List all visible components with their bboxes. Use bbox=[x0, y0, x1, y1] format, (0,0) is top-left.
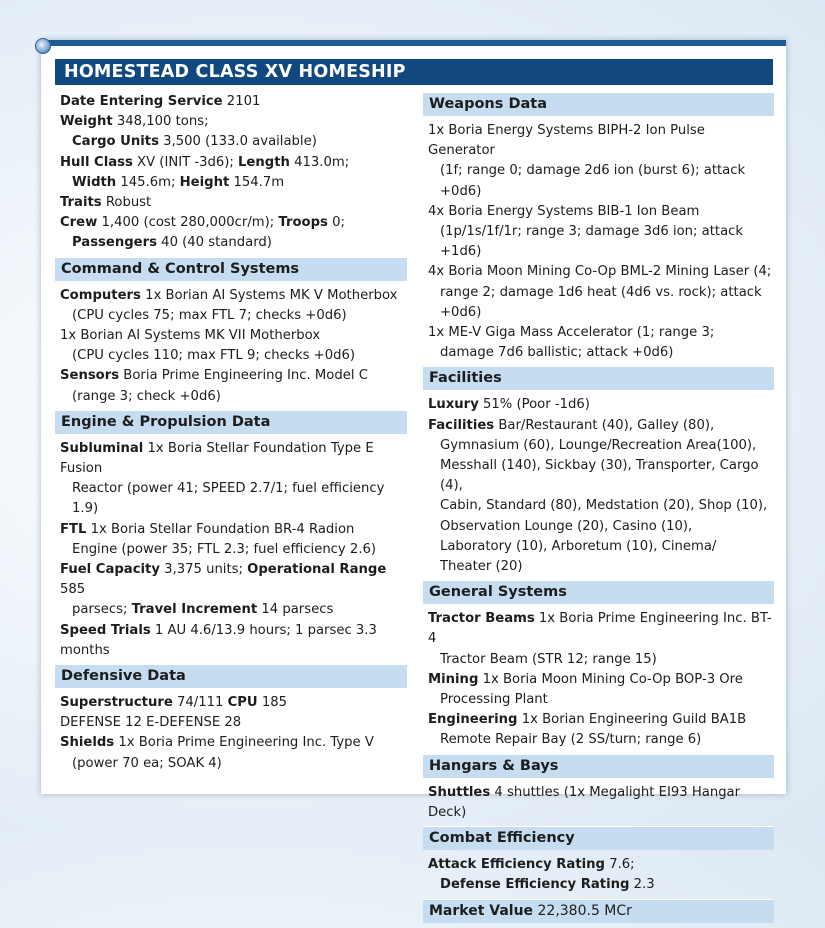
stat-line bbox=[423, 436, 774, 456]
stat-line bbox=[423, 343, 774, 363]
stat-value: 3,500 (133.0 available) bbox=[158, 134, 317, 150]
stat-value: parsecs; bbox=[72, 602, 132, 618]
engine-data bbox=[55, 439, 407, 661]
stat-value: 585 bbox=[60, 582, 86, 598]
section-header-defensive: Defensive Data bbox=[55, 664, 407, 688]
general-data bbox=[55, 92, 407, 254]
stat-value: 40 (40 standard) bbox=[156, 235, 272, 251]
stat-label: Computers bbox=[60, 287, 141, 303]
stat-value: Theater (20) bbox=[440, 559, 523, 575]
stat-value: 1x Boria Stellar Foundation BR-4 Radion bbox=[86, 521, 355, 537]
stat-value: 4x Boria Moon Mining Co-Op BML-2 Mining Laser (4; bbox=[428, 264, 772, 280]
weapons-data bbox=[423, 121, 774, 363]
stat-label: Shields bbox=[60, 735, 115, 751]
stat-value: 1x ME-V Giga Mass Accelerator (1; range 3; bbox=[428, 325, 715, 341]
general-systems-data bbox=[423, 609, 774, 750]
stat-label: Troops bbox=[278, 215, 328, 231]
stat-label: Speed Trials bbox=[60, 622, 151, 638]
stat-line bbox=[423, 537, 774, 557]
section-header-combat: Combat Efficiency bbox=[423, 826, 774, 850]
stat-value: 1x Borian AI Systems MK V Motherbox bbox=[140, 287, 398, 303]
stat-value: 2.3 bbox=[629, 877, 655, 893]
stat-value: 74/111 bbox=[172, 695, 228, 711]
stat-line bbox=[423, 650, 774, 670]
stat-line bbox=[55, 92, 407, 112]
stat-value: Messhall (140), Sickbay (30), Transporter, Cargo (4), bbox=[440, 458, 759, 494]
stat-label: Travel Increment bbox=[131, 602, 258, 618]
stat-label: Height bbox=[179, 174, 230, 190]
corner-rivet-icon bbox=[35, 38, 51, 54]
stat-label: Shuttles bbox=[428, 784, 491, 800]
stat-line bbox=[55, 621, 407, 661]
stat-line bbox=[423, 283, 774, 323]
stat-value: 1x Borian Engineering Guild BA1B bbox=[517, 712, 747, 728]
stat-value: 0; bbox=[327, 215, 345, 231]
stat-value: 1,400 (cost 280,000cr/m); bbox=[97, 215, 279, 231]
stat-value: 1x Boria Energy Systems BIPH-2 Ion Pulse Generator bbox=[428, 123, 705, 159]
stat-line bbox=[55, 346, 407, 366]
stat-line bbox=[55, 479, 407, 519]
stat-line bbox=[55, 112, 407, 132]
stat-line bbox=[55, 387, 407, 407]
stat-line bbox=[423, 262, 774, 282]
stat-value: Boria Prime Engineering Inc. Model C bbox=[119, 368, 368, 384]
stat-line bbox=[423, 670, 774, 690]
stat-label: FTL bbox=[60, 521, 87, 537]
stat-line bbox=[423, 161, 774, 201]
stat-line bbox=[423, 395, 774, 415]
stat-line bbox=[423, 416, 774, 436]
stat-value: Cabin, Standard (80), Medstation (20), Shop (10), bbox=[440, 498, 768, 514]
stat-value: XV (INIT -3d6); bbox=[132, 154, 239, 170]
stat-line bbox=[55, 286, 407, 306]
stat-line bbox=[55, 193, 407, 213]
stat-label: Passengers bbox=[72, 235, 157, 251]
stat-line bbox=[423, 783, 774, 823]
page-title: HOMESTEAD CLASS XV HOMESHIP bbox=[55, 59, 773, 85]
stat-value: Engine (power 35; FTL 2.3; fuel efficiency 2.6) bbox=[72, 541, 377, 557]
market-value bbox=[429, 903, 632, 919]
stat-label: Hull Class bbox=[60, 154, 133, 170]
stat-value: (1p/1s/1f/1r; range 3; damage 3d6 ion; attack +1d6) bbox=[440, 224, 744, 260]
section-header-facilities: Facilities bbox=[423, 366, 774, 390]
stat-value: 4x Boria Energy Systems BIB-1 Ion Beam bbox=[428, 203, 700, 219]
facilities-data bbox=[423, 395, 774, 577]
stat-label: Subluminal bbox=[60, 440, 144, 456]
stat-line bbox=[55, 233, 407, 253]
stat-label: Operational Range bbox=[247, 562, 387, 578]
stat-line bbox=[423, 517, 774, 537]
stat-label: Facilities bbox=[428, 417, 495, 433]
stat-value: 22,380.5 MCr bbox=[533, 902, 632, 919]
stat-value: 1x Boria Prime Engineering Inc. Type V bbox=[114, 735, 374, 751]
stat-label: Date Entering Service bbox=[60, 94, 223, 109]
stat-line bbox=[423, 557, 774, 577]
section-header-command: Command & Control Systems bbox=[55, 257, 407, 281]
stat-value: (CPU cycles 110; max FTL 9; checks +0d6) bbox=[72, 348, 356, 364]
stat-label: Market Value bbox=[429, 902, 534, 919]
stat-line bbox=[55, 439, 407, 479]
stat-line bbox=[55, 213, 407, 233]
stat-line bbox=[55, 306, 407, 326]
stat-value: Robust bbox=[101, 195, 152, 211]
stat-value: 185 bbox=[257, 695, 287, 711]
stat-line bbox=[423, 456, 774, 496]
stat-value: DEFENSE 12 E-DEFENSE 28 bbox=[60, 715, 242, 731]
stat-line bbox=[55, 153, 407, 173]
stat-line bbox=[55, 132, 407, 152]
stat-line bbox=[423, 323, 774, 343]
right-column bbox=[423, 92, 774, 928]
stat-value: 154.7m bbox=[229, 174, 285, 190]
stat-line bbox=[423, 202, 774, 222]
stat-line bbox=[423, 690, 774, 710]
stat-label: Width bbox=[72, 174, 117, 190]
stat-label: Fuel Capacity bbox=[60, 562, 160, 578]
section-header-weapons: Weapons Data bbox=[423, 92, 774, 116]
stat-line bbox=[423, 855, 774, 875]
stat-label: Crew bbox=[60, 215, 98, 231]
stat-label: Engineering bbox=[428, 712, 518, 728]
stat-label: Defense Efficiency Rating bbox=[440, 877, 630, 893]
stat-value: (CPU cycles 75; max FTL 7; checks +0d6) bbox=[72, 307, 347, 323]
stat-line bbox=[55, 560, 407, 600]
stat-label: Tractor Beams bbox=[428, 611, 535, 627]
section-header-general-systems: General Systems bbox=[423, 580, 774, 604]
stat-value: damage 7d6 ballistic; attack +0d6) bbox=[440, 345, 674, 361]
stat-value: 1x Boria Moon Mining Co-Op BOP-3 Ore bbox=[478, 671, 743, 687]
stat-line bbox=[423, 730, 774, 750]
stat-value: 1 AU 4.6/13.9 hours; 1 parsec 3.3 months bbox=[60, 622, 377, 658]
left-column bbox=[55, 92, 407, 774]
stat-value: range 2; damage 1d6 heat (4d6 vs. rock); attack +0d6) bbox=[440, 284, 762, 320]
stat-line bbox=[55, 733, 407, 753]
section-header-engine: Engine & Propulsion Data bbox=[55, 410, 407, 434]
stat-value: Remote Repair Bay (2 SS/turn; range 6) bbox=[440, 732, 702, 748]
stat-label: CPU bbox=[227, 695, 258, 711]
stat-label: Sensors bbox=[60, 368, 120, 384]
stat-line bbox=[55, 754, 407, 774]
stat-label: Attack Efficiency Rating bbox=[428, 857, 605, 873]
stat-value: 3,375 units; bbox=[159, 562, 248, 578]
combat-data bbox=[423, 855, 774, 895]
stat-line bbox=[423, 710, 774, 730]
stat-line bbox=[429, 903, 632, 919]
stat-line bbox=[423, 609, 774, 649]
stat-value: Bar/Restaurant (40), Galley (80), bbox=[494, 417, 715, 433]
stat-value: 7.6; bbox=[605, 857, 635, 873]
stat-label: Superstructure bbox=[60, 695, 173, 711]
stat-line bbox=[55, 693, 407, 713]
stat-line bbox=[423, 121, 774, 161]
stat-value: 4 shuttles (1x Megalight EI93 Hangar Deck) bbox=[428, 784, 741, 820]
stat-line bbox=[55, 326, 407, 346]
stat-line bbox=[55, 520, 407, 540]
hangars-data bbox=[423, 783, 774, 823]
stat-value: 14 parsecs bbox=[257, 602, 334, 618]
stat-line bbox=[423, 496, 774, 516]
stat-label: Length bbox=[238, 154, 290, 170]
stat-line bbox=[423, 222, 774, 262]
stat-value: 1x Boria Prime Engineering Inc. BT-4 bbox=[428, 611, 772, 647]
stat-value: 51% (Poor -1d6) bbox=[478, 397, 590, 413]
stat-value: Reactor (power 41; SPEED 2.7/1; fuel efficiency 1.9) bbox=[72, 481, 385, 517]
stat-value: Tractor Beam (STR 12; range 15) bbox=[440, 651, 657, 667]
command-data bbox=[55, 286, 407, 407]
stat-line bbox=[55, 713, 407, 733]
stat-line bbox=[55, 540, 407, 560]
stat-label: Cargo Units bbox=[72, 134, 159, 150]
stat-value: (power 70 ea; SOAK 4) bbox=[72, 755, 222, 771]
section-header-hangars: Hangars & Bays bbox=[423, 754, 774, 778]
market-value-bar bbox=[423, 899, 774, 923]
stat-value: 348,100 tons; bbox=[112, 114, 209, 130]
stat-value: Observation Lounge (20), Casino (10), bbox=[440, 518, 693, 534]
stat-value: 2101 bbox=[222, 94, 261, 109]
stat-value: Processing Plant bbox=[440, 692, 548, 708]
stat-line bbox=[55, 366, 407, 386]
stat-value: (range 3; check +0d6) bbox=[72, 388, 221, 404]
stat-line bbox=[423, 875, 774, 895]
stat-value: 1x Boria Stellar Foundation Type E Fusion bbox=[60, 440, 374, 477]
stat-label: Mining bbox=[428, 671, 479, 687]
stat-value: 1x Borian AI Systems MK VII Motherbox bbox=[60, 328, 321, 344]
stat-label: Traits bbox=[60, 195, 102, 211]
stat-label: Weight bbox=[60, 114, 113, 130]
stat-line bbox=[55, 173, 407, 193]
stat-label: Luxury bbox=[428, 397, 479, 413]
stat-value: 145.6m; bbox=[116, 174, 180, 190]
stat-value: 413.0m; bbox=[289, 154, 350, 170]
stat-line bbox=[55, 600, 407, 620]
stat-value: (1f; range 0; damage 2d6 ion (burst 6); attack +0d6) bbox=[440, 163, 746, 199]
stat-value: Laboratory (10), Arboretum (10), Cinema/ bbox=[440, 538, 717, 554]
stat-value: Gymnasium (60), Lounge/Recreation Area(100), bbox=[440, 437, 757, 453]
defensive-data bbox=[55, 693, 407, 774]
